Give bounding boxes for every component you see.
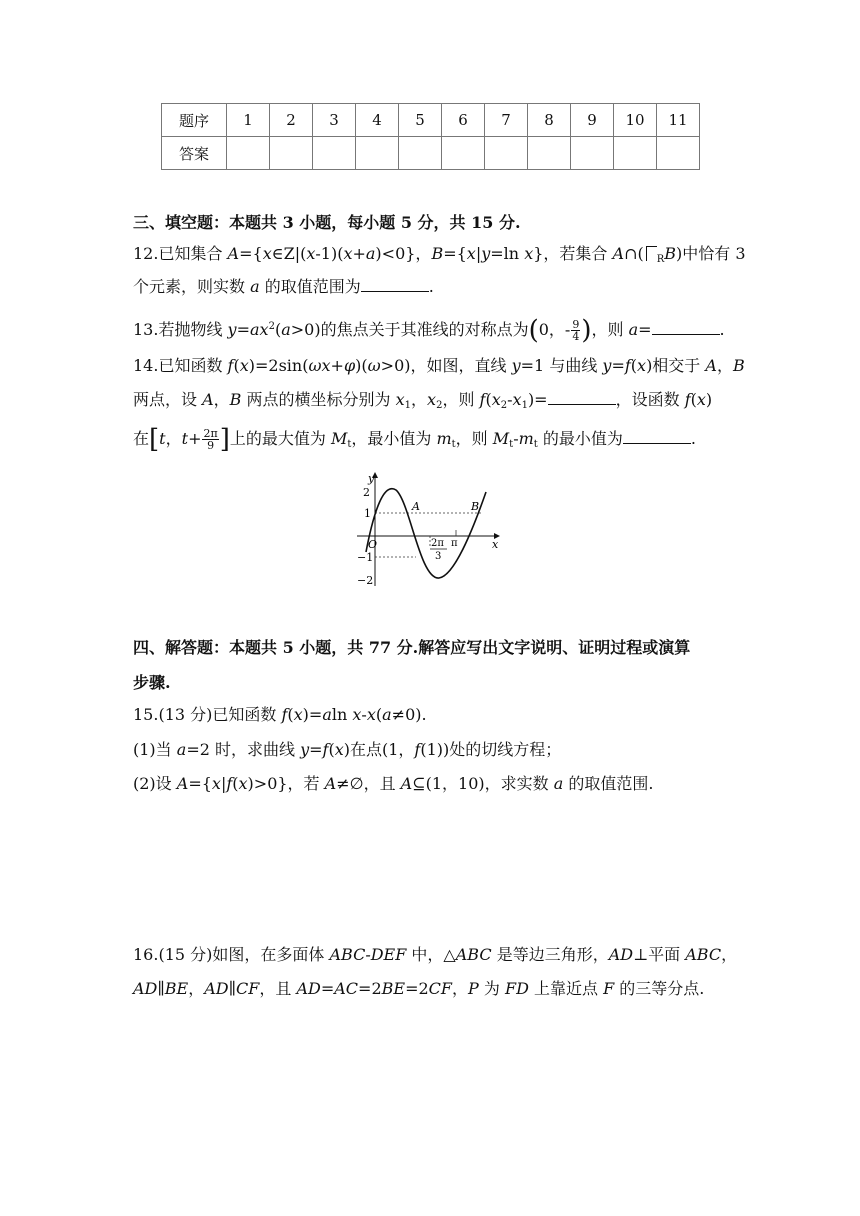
question-number: 3 xyxy=(313,104,356,137)
fraction xyxy=(571,319,580,342)
answer-cell[interactable] xyxy=(313,137,356,170)
q15-line2 xyxy=(133,739,561,761)
text: ω xyxy=(367,356,381,375)
q13-line xyxy=(133,315,725,346)
text: y xyxy=(602,356,612,375)
text: + xyxy=(352,244,366,263)
text: BE xyxy=(381,979,406,998)
text: ⊥平面 xyxy=(633,945,686,964)
text: A xyxy=(324,774,337,793)
text: ( xyxy=(690,390,697,409)
text: x xyxy=(352,705,362,724)
text: a xyxy=(322,705,332,724)
q16-line2 xyxy=(133,978,704,1000)
left-paren: ( xyxy=(528,315,539,346)
answer-cell[interactable] xyxy=(614,137,657,170)
text: )在点(1， xyxy=(343,740,415,759)
answer-table-header-row xyxy=(162,104,700,137)
question-number: 6 xyxy=(442,104,485,137)
numerator: 9 xyxy=(572,318,580,331)
text: =1 与曲线 xyxy=(520,356,603,375)
q15-line1 xyxy=(133,704,427,726)
text: - xyxy=(507,390,513,409)
text: ∈Z|( xyxy=(271,244,307,263)
answer-table xyxy=(161,103,700,170)
text: x xyxy=(366,705,376,724)
text: A xyxy=(176,774,189,793)
answer-cell[interactable] xyxy=(528,137,571,170)
text: y xyxy=(511,356,521,375)
text: )( xyxy=(355,356,368,375)
text: = xyxy=(309,740,323,759)
text: + xyxy=(188,429,202,448)
text: BE xyxy=(164,979,189,998)
question-number: 1 xyxy=(227,104,270,137)
text: ( xyxy=(287,705,294,724)
text: ) xyxy=(705,390,713,409)
text: - xyxy=(361,705,367,724)
answer-table-label: 题序 xyxy=(162,104,227,137)
text: a xyxy=(553,774,564,793)
text: t xyxy=(451,439,456,450)
text: 的三等分点. xyxy=(614,979,705,998)
point-b-label: B xyxy=(471,500,480,513)
text: 的取值范围为 xyxy=(259,277,361,296)
text: f xyxy=(227,356,234,375)
tick-label: 2 xyxy=(363,486,370,499)
answer-table-answer-row xyxy=(162,137,700,170)
text: 两点，设 xyxy=(133,390,203,409)
text: ln xyxy=(331,705,353,724)
text: 是等边三角形， xyxy=(491,945,609,964)
right-bracket: ] xyxy=(219,424,230,455)
text: 为 xyxy=(478,979,505,998)
text: A xyxy=(612,244,625,263)
text: a xyxy=(365,244,376,263)
answer-cell[interactable] xyxy=(356,137,399,170)
answer-blank[interactable] xyxy=(652,320,720,335)
text: )>0}，若 xyxy=(247,774,325,793)
text: a xyxy=(382,705,392,724)
text: ( xyxy=(485,390,492,409)
tick-label: −2 xyxy=(357,574,374,587)
text: )中恰有 3 xyxy=(676,244,746,263)
text: 16.(15 分)如图，在多面体 xyxy=(133,945,330,964)
text: y xyxy=(481,244,491,263)
text: ABC-DEF xyxy=(329,945,407,964)
answer-cell[interactable] xyxy=(227,137,270,170)
text: f xyxy=(281,705,288,724)
tick-label: −1 xyxy=(357,551,374,564)
q14-line2 xyxy=(133,389,712,417)
question-number: 10 xyxy=(614,104,657,137)
sine-graph xyxy=(354,470,504,590)
text: }，若集合 xyxy=(533,244,613,263)
text: B xyxy=(732,356,745,375)
text: 2 xyxy=(268,321,275,332)
text: A xyxy=(400,774,413,793)
text: M xyxy=(330,429,348,448)
text: ωx xyxy=(308,356,331,375)
text: x xyxy=(524,244,534,263)
text: A xyxy=(227,244,240,263)
text: 1 xyxy=(521,400,528,411)
section3-heading: 三、填空题：本题共 3 小题，每小题 5 分，共 15 分. xyxy=(133,213,521,232)
text: 13.若抛物线 xyxy=(133,320,228,339)
text: )= xyxy=(302,705,323,724)
q16-line1 xyxy=(133,944,737,966)
answer-blank[interactable] xyxy=(548,390,616,405)
text: f xyxy=(322,740,329,759)
origin-label: O xyxy=(368,538,378,551)
text: x xyxy=(211,774,221,793)
text: x xyxy=(512,390,522,409)
question-number: 4 xyxy=(356,104,399,137)
text: m xyxy=(436,429,452,448)
text: x xyxy=(491,390,501,409)
text: M xyxy=(492,429,510,448)
text: . xyxy=(428,277,434,296)
text: ，则 xyxy=(442,390,480,409)
text: AC xyxy=(334,979,359,998)
text: ( xyxy=(630,356,638,375)
text: ， xyxy=(213,390,230,409)
answer-blank[interactable] xyxy=(623,429,691,444)
text: AD xyxy=(296,979,321,998)
question-number: 7 xyxy=(485,104,528,137)
tick-label: 2π xyxy=(431,538,444,549)
text: f xyxy=(414,740,421,759)
text: 12.已知集合 xyxy=(133,244,228,263)
text: y xyxy=(300,740,310,759)
text: A xyxy=(705,356,717,375)
fraction xyxy=(202,428,218,451)
text: ， xyxy=(411,390,428,409)
text: ={ xyxy=(443,244,467,263)
text: φ xyxy=(343,356,356,375)
text: ⊆(1，10)，求实数 xyxy=(412,774,554,793)
point-a-label: A xyxy=(412,500,420,513)
answer-cell[interactable] xyxy=(399,137,442,170)
text: y xyxy=(227,320,237,339)
text: 1 xyxy=(404,400,412,411)
text: x xyxy=(239,356,249,375)
text: | xyxy=(475,244,482,263)
tick-label: 1 xyxy=(364,507,371,520)
text: ( xyxy=(233,356,240,375)
question-number: 8 xyxy=(528,104,571,137)
text: (2)设 xyxy=(133,774,177,793)
tick-label: π xyxy=(451,538,458,549)
text: 中，△ xyxy=(406,945,456,964)
text: 在 xyxy=(133,429,150,448)
text: R xyxy=(656,254,665,265)
text: ( xyxy=(375,705,383,724)
text: ( xyxy=(328,740,335,759)
text: x xyxy=(466,244,476,263)
text: =2 时，求曲线 xyxy=(186,740,301,759)
question-number: 11 xyxy=(657,104,700,137)
text: ， xyxy=(188,979,205,998)
text: x xyxy=(306,244,316,263)
text: x xyxy=(343,244,353,263)
text: ，且 xyxy=(259,979,297,998)
text: . xyxy=(690,429,696,448)
text: AD xyxy=(608,945,634,964)
text: x xyxy=(293,705,303,724)
tick-label: 3 xyxy=(435,551,442,562)
text: (1)当 xyxy=(133,740,177,759)
text: B xyxy=(431,244,444,263)
text: x xyxy=(262,244,272,263)
question-number: 2 xyxy=(270,104,313,137)
text: )= xyxy=(527,390,548,409)
text: 的取值范围. xyxy=(563,774,654,793)
text: B xyxy=(229,390,242,409)
text: 上的最大值为 xyxy=(229,429,331,448)
answer-blank[interactable] xyxy=(361,277,429,292)
text: f xyxy=(684,390,691,409)
text: 0，- xyxy=(538,320,571,339)
text: x xyxy=(427,390,437,409)
answer-cell[interactable] xyxy=(270,137,313,170)
text: f xyxy=(624,356,631,375)
text: + xyxy=(330,356,344,375)
text: ，则 xyxy=(455,429,493,448)
question-number: 9 xyxy=(571,104,614,137)
text: | xyxy=(220,774,227,793)
text: )<0}， xyxy=(375,244,432,263)
text: 14.已知函数 xyxy=(133,356,228,375)
text: m xyxy=(518,429,534,448)
text: =2 xyxy=(405,979,429,998)
answer-cell[interactable] xyxy=(485,137,528,170)
text: F xyxy=(603,979,615,998)
text: t xyxy=(509,439,514,450)
text: a xyxy=(250,277,260,296)
sine-curve xyxy=(366,489,486,578)
q15-line3 xyxy=(133,773,653,795)
text: ={ xyxy=(188,774,212,793)
text: f xyxy=(479,390,486,409)
text: = xyxy=(320,979,335,998)
text: >0)，如图，直线 xyxy=(380,356,512,375)
text: 15.(13 分)已知函数 xyxy=(133,705,282,724)
text: ， xyxy=(452,979,469,998)
q12-line2 xyxy=(133,276,434,298)
text: ( xyxy=(232,774,239,793)
text: a xyxy=(628,320,639,339)
text: AD xyxy=(204,979,229,998)
question-number: 5 xyxy=(399,104,442,137)
text: ≠0). xyxy=(391,705,427,724)
text: ( xyxy=(274,320,282,339)
text: t xyxy=(533,439,538,450)
numerator: 2π xyxy=(203,427,218,440)
text: =2 xyxy=(358,979,382,998)
text: P xyxy=(468,979,479,998)
text: B xyxy=(664,244,677,263)
text: ，则 xyxy=(591,320,629,339)
text: ∩( xyxy=(624,244,644,263)
text: ={ xyxy=(239,244,263,263)
answer-table-label: 答案 xyxy=(162,137,227,170)
y-axis-label: y xyxy=(368,472,375,485)
text: f xyxy=(226,774,233,793)
q12-line1 xyxy=(133,243,746,271)
text: ， xyxy=(721,945,738,964)
text: 2 xyxy=(436,400,443,411)
text: x xyxy=(334,740,344,759)
denominator: 4 xyxy=(572,330,580,343)
text: ≠∅，且 xyxy=(336,774,401,793)
text: FD xyxy=(504,979,529,998)
text: 的最小值为 xyxy=(537,429,623,448)
section4-heading-line1: 四、解答题：本题共 5 小题，共 77 分.解答应写出文字说明、证明过程或演算 xyxy=(133,638,691,657)
text: ∥ xyxy=(157,979,165,998)
text: a xyxy=(281,320,291,339)
left-bracket: [ xyxy=(149,424,160,455)
right-paren: ) xyxy=(581,315,592,346)
text: CF xyxy=(428,979,453,998)
text: 两点的横坐标分别为 xyxy=(241,390,396,409)
text: t xyxy=(159,429,166,448)
text: =ln xyxy=(490,244,525,263)
text: )=2sin( xyxy=(248,356,309,375)
text: - xyxy=(513,429,519,448)
text: ABC xyxy=(455,945,492,964)
text: = xyxy=(638,320,652,339)
text: x xyxy=(637,356,647,375)
answer-cell[interactable] xyxy=(442,137,485,170)
text: 2 xyxy=(500,400,508,411)
text: CF xyxy=(236,979,260,998)
text: x xyxy=(395,390,405,409)
text: t xyxy=(347,439,352,450)
text: ax xyxy=(250,320,269,339)
text: ∥ xyxy=(228,979,237,998)
text: x xyxy=(238,774,248,793)
text: 上靠近点 xyxy=(528,979,604,998)
text: AD xyxy=(133,979,158,998)
text: A xyxy=(202,390,214,409)
q14-line1 xyxy=(133,355,745,377)
text: ， xyxy=(165,429,182,448)
q14-line3 xyxy=(133,424,696,456)
text: t xyxy=(181,429,189,448)
section4-heading-line2: 步骤. xyxy=(133,673,171,692)
text: )相交于 xyxy=(646,356,706,375)
text: = xyxy=(611,356,625,375)
text: (1))处的切线方程； xyxy=(420,740,562,759)
answer-cell[interactable] xyxy=(657,137,700,170)
text: ABC xyxy=(685,945,722,964)
complement-symbol xyxy=(646,246,657,261)
text: = xyxy=(236,320,250,339)
text: x xyxy=(696,390,706,409)
text: ，设函数 xyxy=(615,390,685,409)
text: >0)的焦点关于其准线的对称点为 xyxy=(290,320,529,339)
answer-cell[interactable] xyxy=(571,137,614,170)
denominator: 9 xyxy=(207,439,215,452)
text: -1)( xyxy=(315,244,344,263)
x-axis-label: x xyxy=(492,538,499,551)
text: ，最小值为 xyxy=(351,429,437,448)
text: a xyxy=(176,740,187,759)
text: 个元素，则实数 xyxy=(133,277,251,296)
text: . xyxy=(719,320,725,339)
text: ， xyxy=(716,356,733,375)
